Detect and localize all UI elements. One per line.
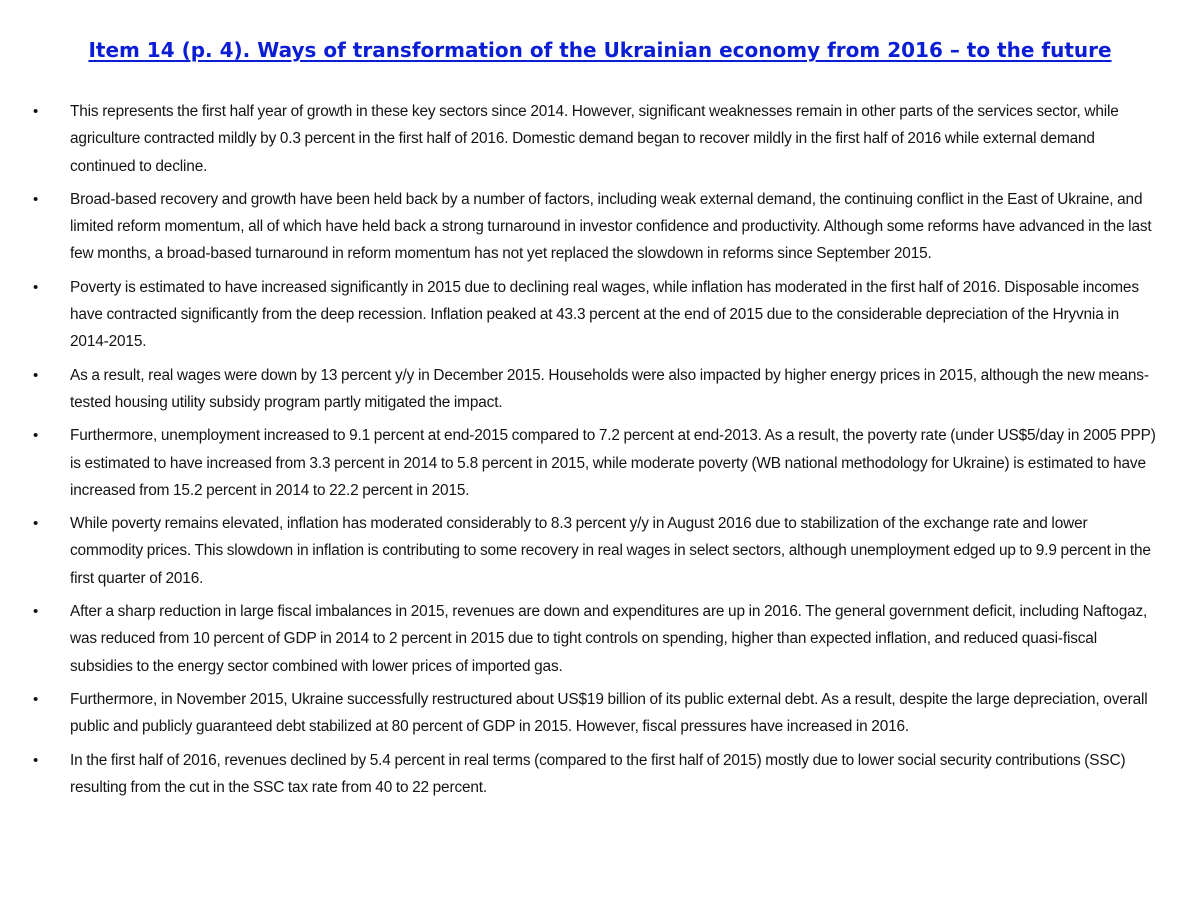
page-title: Item 14 (p. 4). Ways of transformation of the Ukrainian economy from 2016 – to the future xyxy=(88,38,1112,62)
bullet-text: Broad-based recovery and growth have been held back by a number of factors, including weak external demand, the continuing conflict in the East of Ukraine, and limited reform momentum, all of which have held back a strong turnaround in investor confidence and productivity. Although some reforms have advanced in the last few months, a broad-based turnaround in reform momentum has not yet replaced the slowdown in reforms since September 2015. xyxy=(70,190,1152,263)
bullet-icon: • xyxy=(33,427,39,445)
bullet-list xyxy=(0,98,1200,807)
bullet-icon: • xyxy=(33,278,39,296)
bullet-text: Furthermore, unemployment increased to 9.1 percent at end-2015 compared to 7.2 percent at end-2013. As a result, the poverty rate (under US$5/day in 2005 PPP) is estimated to have increased from 3.3 percent in 2014 to 5.8 percent in 2015, while moderate poverty (WB national methodology for Ukraine) is estimated to have increased from 15.2 percent in 2014 to 22.2 percent in 2015. xyxy=(70,427,1156,499)
bullet-icon: • xyxy=(33,751,39,769)
bullet-text: After a sharp reduction in large fiscal imbalances in 2015, revenues are down and expenditures are up in 2016. The general government deficit, including Naftogaz, was reduced from 10 percent of GDP in 2014 to 2 percent in 2015 due to tight controls on spending, higher than expected inflation, and reduced quasi-fiscal subsidies to the energy sector combined with lower prices of imported gas. xyxy=(70,603,1148,675)
bullet-text: Furthermore, in November 2015, Ukraine successfully restructured about US$19 billion of its public external debt. As a result, despite the large depreciation, overall public and publicly guaranteed debt stabilized at 80 percent of GDP in 2015. However, fiscal pressures have increased in 2016. xyxy=(70,690,1148,736)
bullet-icon: • xyxy=(33,103,39,120)
bullet-icon: • xyxy=(33,190,39,208)
bullet-text: As a result, real wages were down by 13 percent y/y in December 2015. Households were also impacted by higher energy prices in 2015, although the new means-tested housing utility subsidy program partly mitigated the impact. xyxy=(70,366,1149,411)
bullet-item xyxy=(0,686,1200,741)
bullet-icon: • xyxy=(33,690,39,708)
bullet-text: Poverty is estimated to have increased significantly in 2015 due to declining real wages, while inflation has moderated in the first half of 2016. Disposable incomes have contracted significantly from the deep recession. Inflation peaked at 43.3 percent at the end of 2015 due to the considerable depreciation of the Hryvnia in 2014-2015. xyxy=(70,278,1139,351)
bullet-item xyxy=(0,98,1200,180)
bullet-item xyxy=(0,747,1200,802)
bullet-item xyxy=(0,362,1200,417)
bullet-item xyxy=(0,274,1200,356)
bullet-icon: • xyxy=(33,603,39,621)
bullet-icon: • xyxy=(33,515,39,533)
bullet-item xyxy=(0,422,1200,504)
bullet-text: In the first half of 2016, revenues declined by 5.4 percent in real terms (compared to the first half of 2015) mostly due to lower social security contributions (SSC) resulting from the cut in the SSC tax rate from 40 to 22 percent. xyxy=(70,751,1126,796)
bullet-item xyxy=(0,186,1200,268)
bullet-text: While poverty remains elevated, inflation has moderated considerably to 8.3 percent y/y in August 2016 due to stabilization of the exchange rate and lower commodity prices. This slowdown in inflation is contributing to some recovery in real wages in select sectors, although unemployment edged up to 9.9 percent in the first quarter of 2016. xyxy=(70,515,1151,587)
bullet-icon: • xyxy=(33,366,39,384)
bullet-text: This represents the first half year of growth in these key sectors since 2014. However, significant weaknesses remain in other parts of the services sector, while agriculture contracted mildly by 0.3 percent in the first half of 2016. Domestic demand began to recover mildly in the first half of 2016 while external demand continued to decline. xyxy=(70,103,1119,175)
bullet-item xyxy=(0,510,1200,592)
bullet-item xyxy=(0,598,1200,680)
